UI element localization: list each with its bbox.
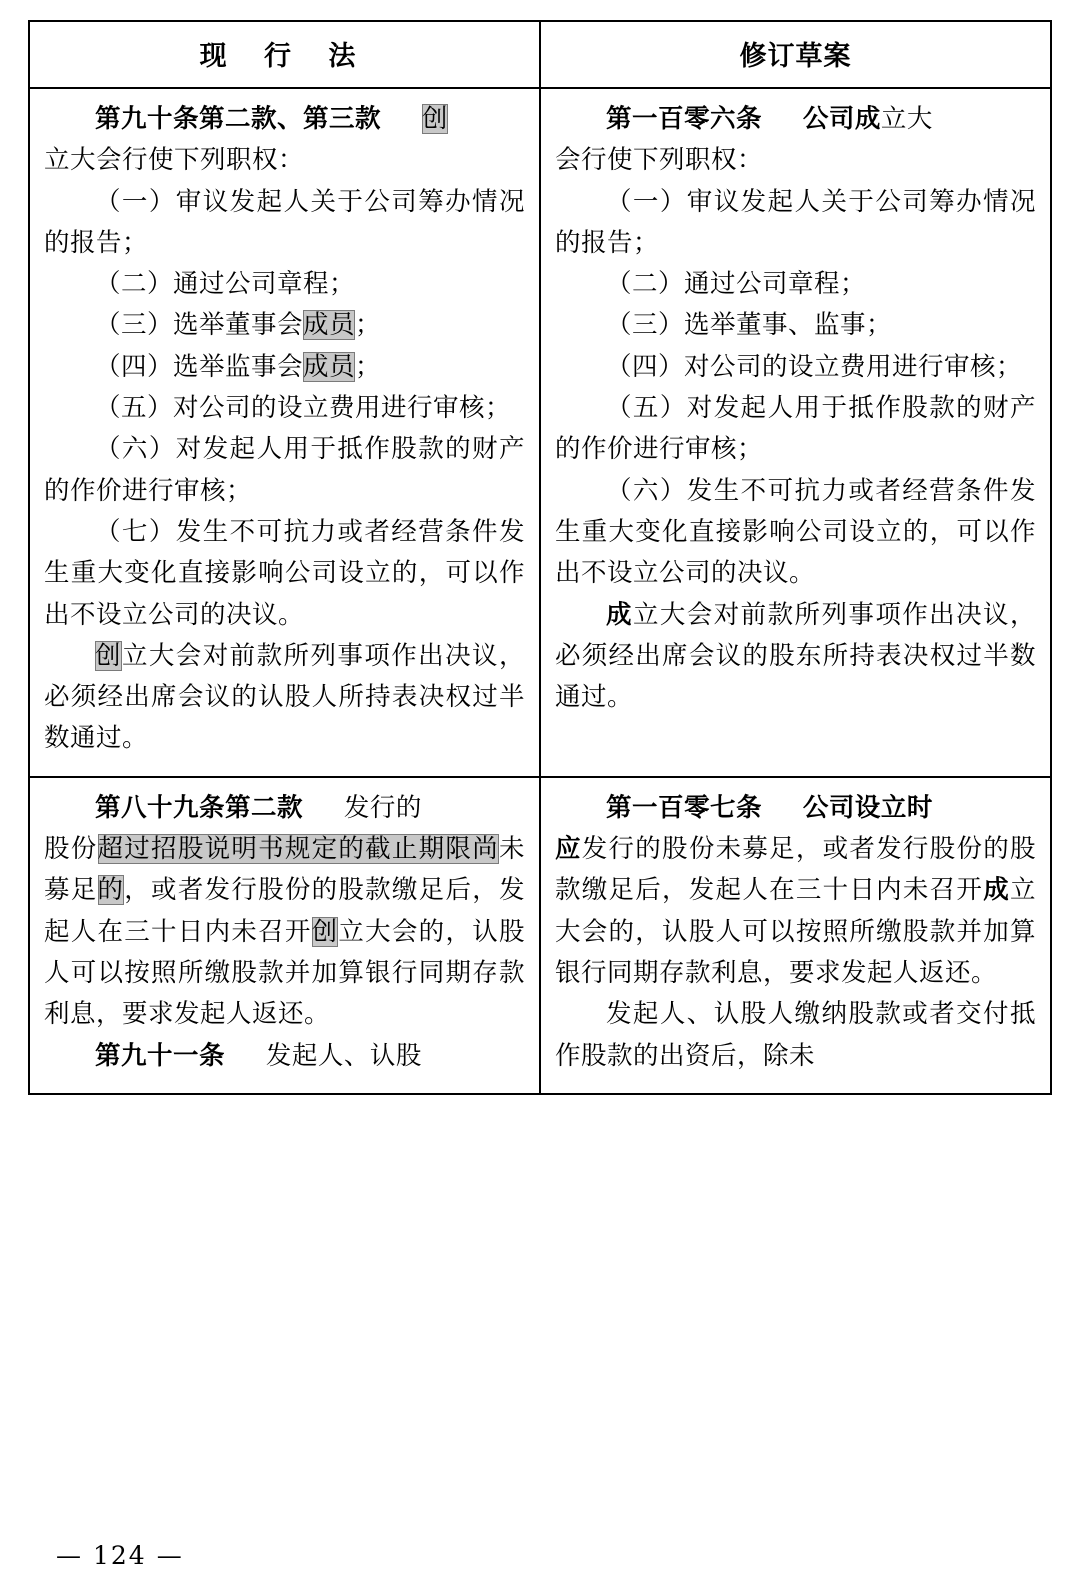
article-107-para-2: 发起人、认股人缴纳股款或者交付抵作股款的出资后，除未: [555, 999, 1036, 1071]
footer-dash-right: —: [156, 1541, 184, 1570]
article-90-item-2: （二）通过公司章程；: [95, 269, 356, 300]
footer-dash-left: —: [56, 1541, 83, 1570]
article-107-title: 第一百零七条 公司设立时: [606, 792, 933, 823]
cell-draft-article-106: [540, 88, 1051, 777]
highlight-chuang: 创: [421, 104, 448, 134]
highlight-chaoguo-clause: 超过招股说明书规定的截止期限尚: [97, 834, 499, 865]
highlight-chengyuan-2: 成员: [303, 351, 356, 382]
article-91-title: 第九十一条 发起人、认股: [95, 1040, 422, 1071]
table-header-row: [29, 21, 1051, 88]
header-revision-draft: [540, 21, 1051, 88]
header-revision-draft-label: 修订草案: [739, 41, 852, 72]
article-90-item-1: （一）审议发起人关于公司筹办情况的报告；: [44, 186, 525, 258]
header-current-law: [29, 21, 540, 88]
article-90-item-4: （四）选举监事会成员；: [95, 351, 382, 382]
bold-ying: 应: [555, 834, 582, 865]
article-90-title: 第九十条第二款、第三款 创: [95, 104, 448, 134]
article-90-closing: 创立大会对前款所列事项作出决议，必须经出席会议的认股人所持表决权过半数通过。: [44, 640, 525, 754]
table-row: [29, 88, 1051, 777]
cell-current-law-article-89: [29, 777, 540, 1094]
article-106-closing: 成立大会对前款所列事项作出决议，必须经出席会议的股东所持表决权过半数通过。: [555, 599, 1036, 713]
highlight-de: 的: [97, 875, 125, 906]
bold-chengli: 成: [983, 875, 1010, 906]
article-106-item-1: （一）审议发起人关于公司筹办情况的报告；: [555, 186, 1036, 258]
article-89-body: 股份超过招股说明书规定的截止期限尚未募足的，或者发行股份的股款缴足后，发起人在三十日内未召开创立大会的，认股人可以按照所缴股款并加算银行同期存款利息，要求发起人返还。: [44, 834, 525, 1030]
article-106-line-1: 会行使下列职权：: [555, 145, 764, 176]
comparison-table: [28, 20, 1052, 1095]
highlight-chengyuan-1: 成员: [303, 310, 356, 341]
header-current-law-label: 现 行 法: [199, 41, 370, 72]
article-90-item-3: （三）选举董事会成员；: [95, 310, 382, 341]
cell-current-law-article-90: [29, 88, 540, 777]
article-106-item-4: （四）对公司的设立费用进行审核；: [606, 351, 1023, 382]
bold-cheng: 成: [606, 599, 633, 630]
table-row: [29, 777, 1051, 1094]
cell-draft-article-107: [540, 777, 1051, 1094]
article-106-item-6: （六）发生不可抗力或者经营条件发生重大变化直接影响公司设立的，可以作出不设立公司的决议。: [555, 475, 1036, 589]
article-106-item-5: （五）对发起人用于抵作股款的财产的作价进行审核；: [555, 393, 1036, 465]
article-89-title: 第八十九条第二款 发行的: [95, 792, 422, 823]
article-106-title: 第一百零六条 公司成立大: [606, 104, 933, 134]
article-107-body: 应发行的股份未募足，或者发行股份的股款缴足后，发起人在三十日内未召开成立大会的，认股人可以按照所缴股款并加算银行同期存款利息，要求发起人返还。: [555, 834, 1036, 988]
article-90-line-1: 立大会行使下列职权：: [44, 145, 305, 176]
article-90-item-6: （六）对发起人用于抵作股款的财产的作价进行审核；: [44, 434, 525, 506]
page-number: 124: [93, 1541, 147, 1570]
article-106-item-3: （三）选举董事、监事；: [606, 310, 893, 341]
article-90-item-5: （五）对公司的设立费用进行审核；: [95, 393, 512, 424]
highlight-chuang-2: 创: [95, 640, 122, 671]
article-106-item-2: （二）通过公司章程；: [606, 269, 867, 300]
page-footer: [0, 1541, 1080, 1570]
article-90-item-7: （七）发生不可抗力或者经营条件发生重大变化直接影响公司设立的，可以作出不设立公司的决议。: [44, 516, 525, 630]
highlight-chuang-3: 创: [311, 916, 339, 947]
